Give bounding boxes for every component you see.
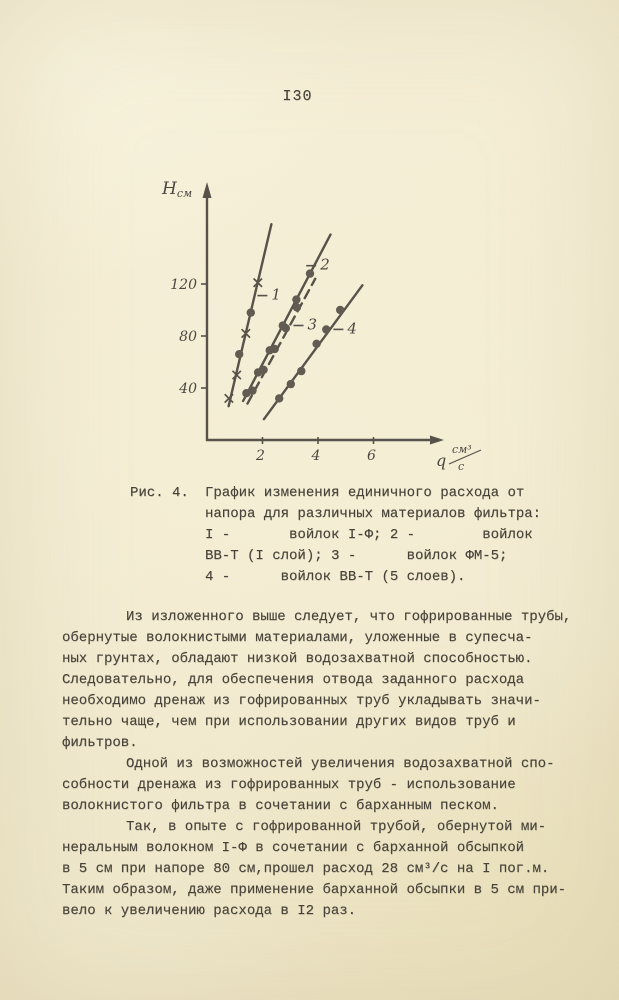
x-axis-arrow [430, 436, 444, 445]
figure-caption [130, 483, 541, 588]
text-line: обернутые волокнистыми материалами, уложенные в супесча- [62, 630, 533, 646]
text-line: собности дренажа из гофрированных труб - использование [62, 777, 516, 793]
text-line: Следовательно, для обеспечения отвода заданного расхода [62, 672, 525, 688]
series-line [248, 279, 316, 404]
text-line: Таким образом, даже применение барханной обсыпки в 5 см при- [62, 882, 567, 898]
text-line: в 5 см при напоре 80 см,прошел расход 28 см³/с на I пог.м. [62, 861, 550, 877]
x-axis-label-denominator: с [458, 460, 465, 473]
data-point-dot [293, 303, 301, 311]
data-point-dot [247, 308, 255, 316]
series-label: 4 [347, 319, 357, 338]
series-4 [264, 285, 363, 419]
series-2 [242, 235, 330, 401]
paragraph [62, 817, 582, 922]
text-line: неральным волокном I-Ф в сочетании с барханной обсыпкой [62, 840, 525, 856]
caption-line: 4 - войлок ВВ-Т (5 слоев). [205, 569, 466, 585]
x-axis-label-numerator: см³ [452, 443, 472, 456]
paragraph [62, 754, 582, 817]
x-tick-label: 2 [256, 448, 265, 464]
data-point-dot [287, 380, 295, 388]
data-point-dot [235, 350, 243, 358]
figure-caption-label: Рис. 4. [130, 485, 189, 501]
caption-line: График изменения единичного расхода от [205, 485, 525, 501]
y-tick-label: 80 [179, 329, 197, 345]
paragraph [62, 607, 582, 754]
x-axis-label-symbol: q [436, 451, 447, 470]
text-line: волокнистого фильтра в сочетании с барханным песком. [62, 798, 499, 814]
body-text [62, 607, 582, 922]
data-point-dot [292, 295, 300, 303]
y-axis-label: Нсм [162, 179, 193, 200]
y-axis-arrow [203, 182, 212, 198]
x-tick-label: 4 [311, 448, 321, 464]
data-point-dot [282, 324, 290, 332]
text-line: необходимо дренаж из гофрированных труб укладывать значи- [62, 693, 541, 709]
data-point-dot [297, 367, 305, 375]
y-tick-label: 40 [179, 381, 197, 397]
data-point-dot [271, 345, 279, 353]
data-point-dot [275, 394, 283, 402]
text-line: тельно чаще, чем при использовании других видов труб и [62, 714, 516, 730]
y-tick-label: 120 [170, 277, 197, 293]
data-point-dot [259, 366, 267, 374]
series-label: 2 [320, 255, 330, 274]
x-tick-label: 6 [367, 448, 376, 464]
text-line: Одной из возможностей увеличения водозахватной спо- [126, 756, 555, 772]
figure-chart [140, 172, 510, 482]
data-point-dot [248, 386, 256, 394]
x-axis-label [436, 443, 481, 473]
data-point-dot [336, 306, 344, 314]
series-1 [225, 224, 281, 406]
caption-line: ВВ-Т (I слой); 3 - войлок ФМ-5; [205, 548, 508, 564]
text-line: Так, в опыте с гофрированной трубой, обернутой ми- [126, 819, 547, 835]
series-3 [248, 279, 318, 404]
figure-caption-text [205, 483, 541, 588]
series-label: 1 [271, 285, 281, 304]
text-line: Из изложенного выше следует, что гофрированные трубы, [126, 609, 572, 625]
data-point-dot [322, 325, 330, 333]
text-line: ных грунтах, обладают низкой водозахватной способностью. [62, 651, 533, 667]
text-line: вело к увеличению расхода в I2 раз. [62, 903, 357, 919]
page-number: I30 [282, 88, 313, 105]
data-point-dot [306, 269, 314, 277]
caption-line: напора для различных материалов фильтра: [205, 506, 542, 522]
caption-line: I - войлок I-Ф; 2 - войлок [205, 527, 533, 543]
text-line: фильтров. [62, 735, 138, 751]
series-label: 3 [307, 315, 318, 334]
data-point-dot [312, 340, 320, 348]
